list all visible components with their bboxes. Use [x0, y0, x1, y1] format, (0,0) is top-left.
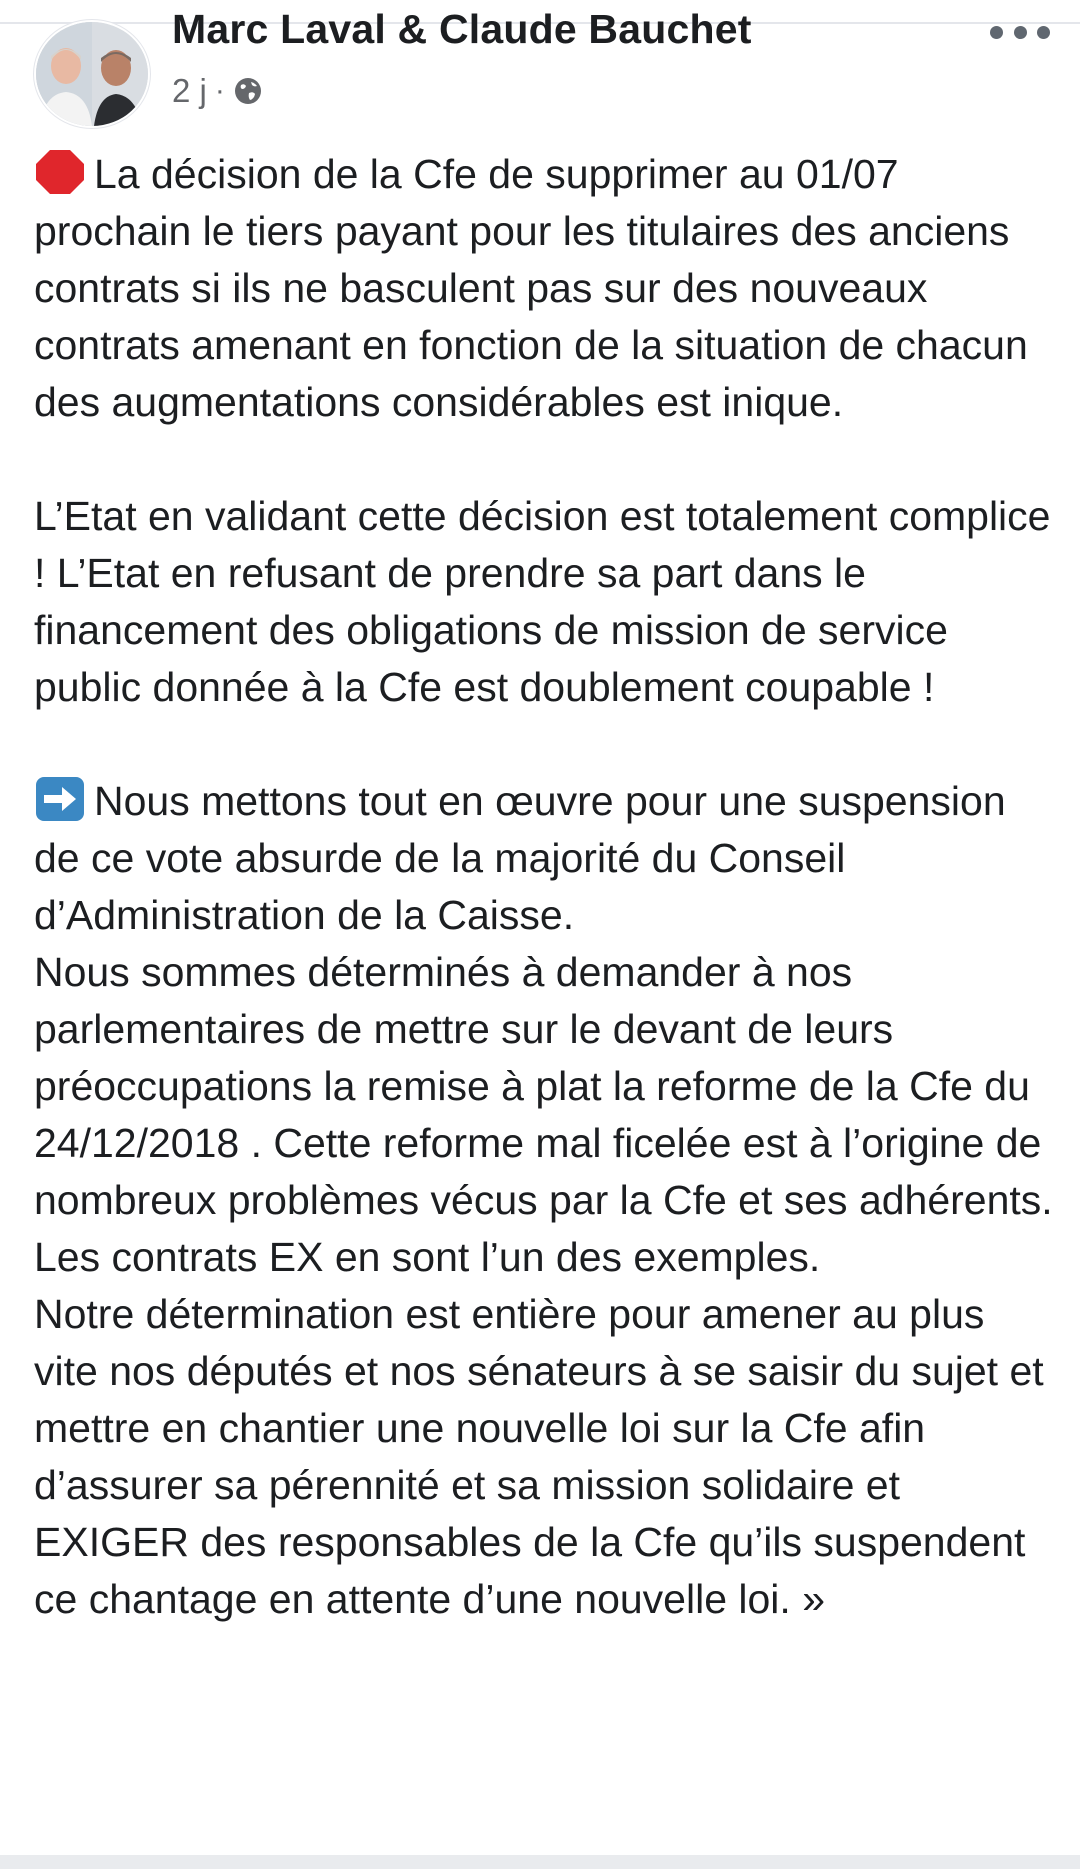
- paragraph-text: Nous mettons tout en œuvre pour une suspension de ce vote absurde de la majorité du Conseil d’Administration de la Caisse. Nous sommes déterminés à demander à nos parlementaires de mettre sur le devant de leurs préoccupations la remise à plat la reforme de la Cfe du 24/12/2018 . Cette reforme mal ficelée est à l’origine de nombreux problèmes vécus par la Cfe et ses adhérents. Les contrats EX en sont l’un des exemples. Notre détermination est entière pour amener au plus vite nos députés et nos sénateurs à se saisir du sujet et mettre en chantier une nouvelle loi sur la Cfe afin d’assurer sa pérennité et sa mission solidaire et EXIGER des responsables de la Cfe qu’ils suspendent ce chantage en attente d’une nouvelle loi. »: [34, 778, 1053, 1622]
- dot: [990, 26, 1003, 39]
- dot: [1014, 26, 1027, 39]
- author-name[interactable]: Marc Laval & Claude Bauchet: [172, 6, 752, 52]
- post-time[interactable]: 2 j: [172, 72, 207, 109]
- more-options-icon[interactable]: [990, 14, 1050, 50]
- dot: [1037, 26, 1050, 39]
- post-paragraph: [34, 488, 1054, 716]
- paragraph-text: La décision de la Cfe de supprimer au 01/07 prochain le tiers payant pour les titulaires des anciens contrats si ils ne basculent pas sur des nouveaux contrats amenant en fonction de la situation de chacun des augmentations considérables est inique.: [34, 151, 1028, 425]
- right-arrow-icon: [34, 775, 86, 823]
- post-text: [34, 146, 1054, 1628]
- bottom-divider: [0, 1855, 1080, 1869]
- author-avatar[interactable]: [34, 20, 150, 128]
- stop-sign-icon: [34, 148, 86, 196]
- post-paragraph: [34, 146, 1054, 431]
- post-paragraph: [34, 773, 1054, 1628]
- post-meta: [172, 72, 263, 110]
- globe-icon[interactable]: [233, 76, 263, 106]
- meta-separator: ·: [214, 74, 225, 107]
- profile-photo-icon: [36, 22, 148, 126]
- post-header: [0, 0, 1080, 135]
- paragraph-text: L’Etat en validant cette décision est totalement complice ! L’Etat en refusant de prendre sa part dans le financement des obligations de mission de service public donnée à la Cfe est doublement coupable !: [34, 493, 1051, 710]
